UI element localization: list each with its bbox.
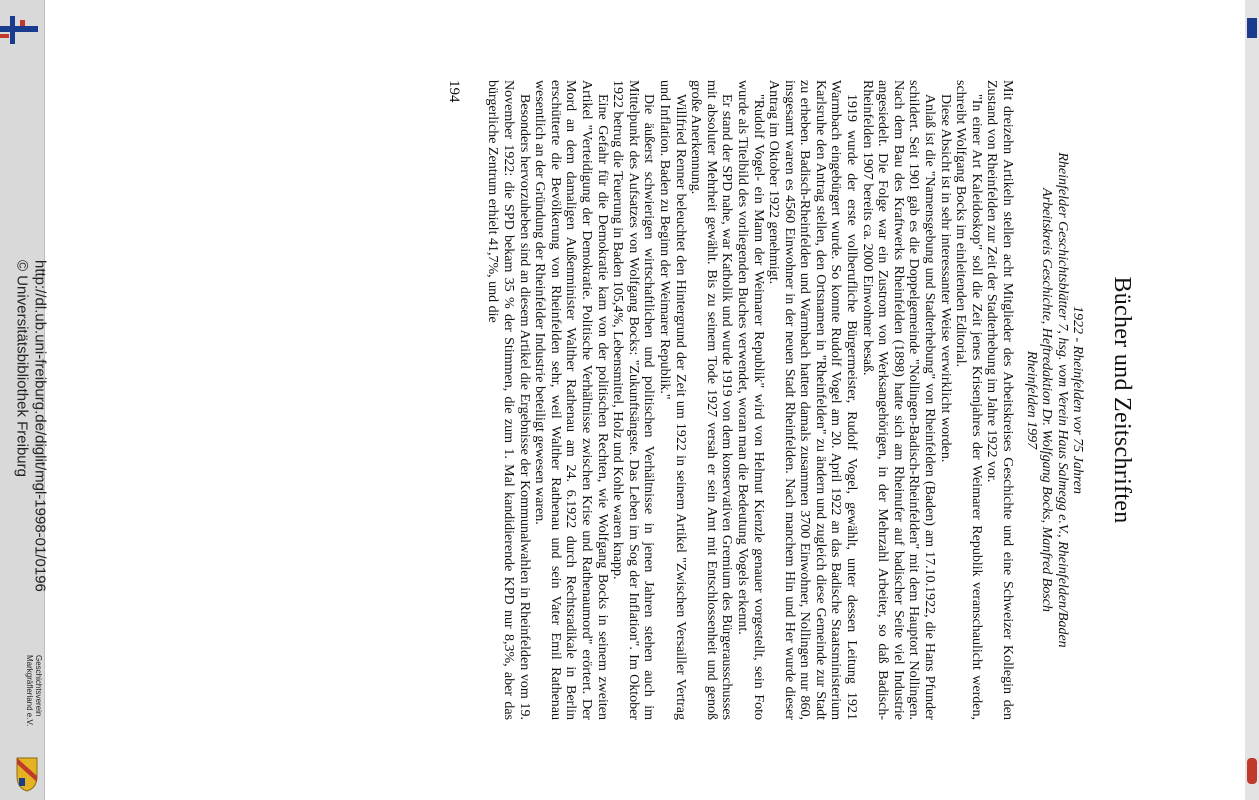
- right-crest-mark: [1247, 758, 1257, 784]
- paragraph: Er stand der SPD nahe, war Katholik und wurde 1919 von dem konservativen Gremium des Bürgerausschusses mit absoluter Mehrheit gewählt. Bis zu seinem Tode 1927 versah er sein Amt mit Entschlossenheit und genoß große Anerkennung.: [688, 80, 735, 720]
- reference-line-1: 1922 - Rheinfelden vor 75 Jahren: [1070, 305, 1086, 495]
- paragraph: Anlaß ist die "Namensgebung und Stadterhebung" von Rheinfelden (Baden) am 17.10.1922, die Hans Pfunder schildert. Seit 1901 gab es die Doppelgemeinde "Nollingen-Badisch-Rheinfelden" mit dem Hauptort Nollingen. Nach dem Bau des Kraftwerks Rheinfelden (1898) hatte sich am Rheinufer auf badischer Seite viel Industrie angesiedelt. Die Folge war ein Zustrom von Werksangehörigen, in der Mehrzahl Arbeiter, so daß Badisch-Rheinfelden 1907 bereits ca. 2000 Einwohner besaß.: [859, 80, 938, 720]
- paragraph: Mit dreizehn Artikeln stellen acht Mitglieder des Arbeitskreises Geschichte und eine Schweizer Kollegin den Zustand von Rheinfelden zur Zeit der Stadterhebung im Jahre 1922 vor.: [984, 80, 1016, 720]
- reference-line-3: Arbeitskreis Geschichte, Heftredaktion Dr. Wolfgang Bocks, Manfred Bosch: [1039, 187, 1055, 613]
- document-url[interactable]: http://dl.ub.uni-freiburg.de/diglit/mgl-1998-01/0196: [31, 260, 49, 592]
- paragraph: Willfried Renner beleuchtet den Hintergrund der Zeit um 1922 in seinem Artikel "Zwischen Versailler Vertrag und Inflation. Baden zu Beginn der Weimarer Republik.": [656, 80, 688, 720]
- library-copyright: © Universitätsbibliothek Freiburg: [13, 260, 31, 477]
- right-logo-mark: [1247, 18, 1257, 38]
- paragraph: "In einer Art Kaleidoskop" soll die Zeit jenes Krisenjahres der Weimarer Republik veranschaulicht werden, schreibt Wolfgang Bocks im einleitenden Editorial.: [953, 80, 984, 720]
- rotated-document-page: [129, 60, 1135, 740]
- paragraph: 1919 wurde der erste vollberufliche Bürgermeister, Rudolf Vogel, gewählt, unter dessen Leitung 1921 Warmbach eingebürgert wurde. So konnte Rudolf Vogel am 20. April 1922 an das Badische Staatsministerium Karlsruhe den Antrag stellen, den Ortsnamen in "Rheinfelden" zu ändern und zugleich diese Gemeinde zur Stadt zu erheben. Badisch-Rheinfelden und Warmbach hatten damals zusammen 3700 Einwohner, Nollingen nur 860, insgesamt waren es 4560 Einwohner in der neuen Stadt Rheinfelden. Nach manchem Hin und Her wurde dieser Antrag im Oktober 1922 genehmigt.: [766, 80, 860, 720]
- paragraph: Eine Gefahr für die Demokratie kam von der politischen Rechten, wie Wolfgang Bocks in seinem zweiten Artikel "Verteidigung der Demokratie. Politische Verhältnisse zwischen Krise und Rathenaumord" erörtert. Der Mord an dem damaligen Außenminister Walther Rathenau am 24. 6.1922 durch Rechtsradikale in Berlin erschütterte die Bevölkerung von Rheinfelden sehr, weil Walther Rathenau und sein Vater Emil Rathenau wesentlich an der Gründung der Rheinfelder Industrie beteiligt gewesen waren.: [532, 80, 610, 720]
- reference-line-4: Rheinfelden 1997: [1023, 350, 1039, 450]
- page-number: 194: [445, 80, 462, 103]
- society-crest-icon: [16, 756, 38, 792]
- paragraph: Besonders hervorzuheben sind an diesem Artikel die Ergebnisse der Kommunalwahlen in Rheinfelden vom 19. November 1922: die SPD bekam 35 % der Stimmen, die zum 1. Mal kandidierende KPD nur 8,3%, aber das bürgerliche Zentrum erhielt 41,7%, und die: [485, 80, 532, 720]
- page-title: Bücher und Zeitschriften: [1109, 276, 1135, 524]
- right-margin-strip: [1245, 0, 1259, 800]
- paragraph: "Rudolf Vogel- ein Mann der Weimarer Republik" wird von Helmut Kienzle genauer vorgestellt, sein Foto wurde als Titelbild des vorliegenden Buches verwendet, woran man die Bedeutung Vogels erkennt.: [734, 80, 766, 720]
- book-reference: [1023, 80, 1085, 720]
- library-logo-icon: [0, 12, 38, 50]
- reference-line-2: Rheinfelder Geschichtsblätter 7, hsg. vom Verein Haus Salmegg e.V., Rheinfelden/Baden: [1054, 152, 1070, 648]
- society-label: Geschichtsverein Markgräflerland e.V.: [25, 655, 43, 727]
- paragraph: Diese Absicht ist in sehr interessanter Weise verwirklicht worden.: [937, 94, 953, 463]
- paragraph: Die äußerst schwierigen wirtschaftlichen und politischen Verhältnisse in jenen Jahren stehen auch im Mittelpunkt des Aufsatzes von Wolfgang Bocks: "Zukunftsängste. Das Leben im Sog der Inflation". Im Oktober 1922 betrug die Teuerung in Baden 105,4%, Lebensmittel, Holz und Kohle waren knapp.: [610, 80, 657, 720]
